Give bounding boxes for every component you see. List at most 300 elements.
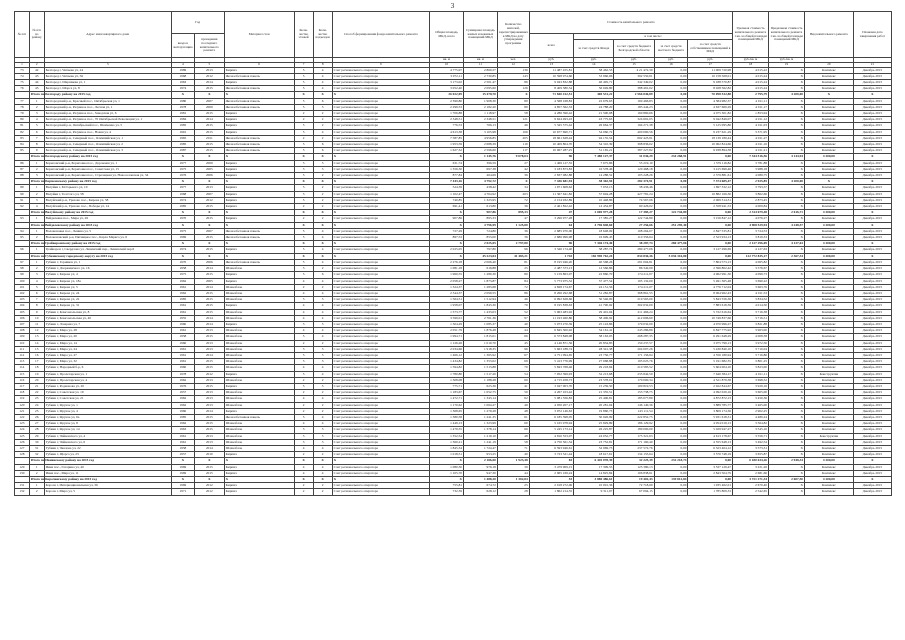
cell-address: Валуйки г, М.Горького ул, 10 — [44, 185, 171, 191]
cell-num: 113 — [15, 359, 30, 365]
cell-wall-material: X — [224, 458, 294, 464]
cell-wall-material: Шлакоблок — [224, 427, 294, 433]
cell-last-repair-year: 2015 — [195, 235, 225, 241]
cell-premises-area: 1 280,30 — [463, 272, 497, 278]
cell-entrances: 3 — [313, 321, 332, 327]
cell-cost-fund: 6 445 078,39 — [574, 458, 614, 464]
cell-last-repair-year: 2007 — [195, 228, 225, 234]
cell-district-num: 22 — [29, 390, 44, 396]
cell-cost-total: 4 056 207,17 — [529, 402, 573, 408]
cell-last-repair-year: 2015 — [195, 309, 225, 315]
cell-cost-total: 5 165 978,94 — [529, 421, 573, 427]
cell-wall-material: Шлакоблок — [224, 377, 294, 383]
cell-commissioning-year: 1960 — [171, 321, 194, 327]
cell-commissioning-year: 1960 — [171, 365, 194, 371]
cell-premises-area: 628,12 — [463, 489, 497, 495]
cell-cost-fund: 54 310,39 — [574, 142, 614, 148]
cell-unit-cost: 3 724,53 — [733, 228, 769, 234]
cell-floors: 2 — [294, 483, 313, 489]
cell-premises-area: 2 348,51 — [463, 117, 497, 123]
cell-completion-date: Декабрь 2015 — [853, 402, 891, 408]
cell-cost-local: 0,00 — [654, 191, 688, 197]
cell-wall-material: Шлакоблок — [224, 266, 294, 272]
cell-fund-method: Счет регионального оператора — [332, 464, 429, 470]
cell-entrances: 4 — [313, 328, 332, 334]
cell-residents: 25 — [497, 266, 529, 272]
cell-unit-cost: 3 556,71 — [733, 433, 769, 439]
cell-repair-type: Комплекс — [805, 98, 854, 104]
cell-max-unit-cost: 2 367,34 — [769, 253, 805, 259]
cell-completion-date: Декабрь 2015 — [853, 259, 891, 265]
cell-cost-fund: 41 790,92 — [574, 303, 614, 309]
cell-cost-total: 53 — [529, 477, 573, 483]
cell-entrances: 2 — [313, 340, 332, 346]
cell-repair-type: Комплекс — [805, 272, 854, 278]
cell-floors: X — [294, 241, 313, 247]
col-head-cost: Стоимость капитального ремонта — [529, 12, 732, 34]
cell-address: Губкин г, Кирова ул, 4 — [44, 272, 171, 278]
cell-premises-area: 1 365,92 — [463, 352, 497, 358]
cell-address: Короча г, Мира ул, 5 — [44, 489, 171, 495]
cell-cost-regional: 171 160,40 — [614, 439, 654, 445]
cell-total-area: 1 360,21 — [430, 439, 464, 445]
cell-cost-regional: 170 000,34 — [614, 377, 654, 383]
column-number-entrances: 8 — [313, 62, 332, 67]
cell-residents: 80 — [497, 272, 529, 278]
cell-repair-type: Комплекс — [805, 489, 854, 495]
unit-cell-unit-cost: руб./кв. м — [733, 58, 769, 63]
cell-cost-local: 5 036 316,80 — [654, 253, 688, 259]
cell-fund-method: Счет регионального оператора — [332, 235, 429, 241]
cell-repair-type: Комплекс — [805, 439, 854, 445]
cell-cost-fund: 56 049,80 — [574, 86, 614, 92]
cell-cost-fund: 7 033,15 — [574, 185, 614, 191]
cell-wall-material: Шлакоблок — [224, 439, 294, 445]
cell-cost-total: 47 — [529, 210, 573, 216]
cell-completion-date: Декабрь 2015 — [853, 340, 891, 346]
cell-fund-method: Счет регионального оператора — [332, 334, 429, 340]
cell-last-repair-year: 2014 — [195, 321, 225, 327]
cell-floors: 3 — [294, 191, 313, 197]
cell-district-num: 8 — [29, 142, 44, 148]
cell-cost-owners: 8 028 562,82 — [688, 86, 733, 92]
cell-wall-material: Кирпич — [224, 117, 294, 123]
cell-completion-date: Декабрь 2015 — [853, 383, 891, 389]
cell-wall-material: Кирпич — [224, 483, 294, 489]
cell-commissioning-year: 1991 — [171, 129, 194, 135]
cell-entrances: 4 — [313, 371, 332, 377]
cell-cost-fund: 38 163,05 — [574, 334, 614, 340]
cell-completion-date: Декабрь 2015 — [853, 67, 891, 73]
cell-num: 127 — [15, 445, 30, 451]
cell-cost-regional: 160 860,66 — [614, 111, 654, 117]
cell-total-area: 2 058,27 — [430, 278, 464, 284]
cell-fund-method: Счет регионального оператора — [332, 390, 429, 396]
cell-entrances: 6 — [313, 148, 332, 154]
cell-cost-local: 0,00 — [654, 135, 688, 141]
cell-cost-total: 4 857 362,33 — [529, 104, 573, 110]
cell-unit-cost: 4 014,50 — [733, 303, 769, 309]
cell-max-unit-cost: X — [769, 315, 805, 321]
cell-cost-local: 0,00 — [654, 111, 688, 117]
cell-entrances: X — [313, 253, 332, 259]
cell-address: Губкин г, Мира ул, 28 — [44, 328, 171, 334]
cell-premises-area: 2 099,55 — [463, 290, 497, 296]
cell-cost-total: 4 286 396,42 — [529, 111, 573, 117]
cell-cost-regional: 222 852,75 — [614, 414, 654, 420]
cell-commissioning-year: 1961 — [171, 439, 194, 445]
cell-repair-type: Комплекс — [805, 464, 854, 470]
column-number-cost-total: 13 — [529, 62, 573, 67]
cell-cost-total: 7 436 681,94 — [529, 179, 573, 185]
cell-repair-type: 4 200,00 — [805, 477, 854, 483]
column-number-premises-area: 11 — [463, 62, 497, 67]
cell-residents: 34 — [497, 185, 529, 191]
cell-cost-regional: 219 565,00 — [614, 297, 654, 303]
cell-premises-area: 976,18 — [463, 464, 497, 470]
cell-district-num: 4 — [29, 117, 44, 123]
cell-cost-local: 0,00 — [654, 123, 688, 129]
cell-cost-local: 0,00 — [654, 266, 688, 272]
cell-cost-regional: 186 129,92 — [614, 421, 654, 427]
cell-address: Губкин г, Кирова ул, 24 — [44, 290, 171, 296]
cell-residents: 126 — [497, 86, 529, 92]
cell-cost-regional: 174 211,07 — [614, 284, 654, 290]
cell-cost-regional: 67 094,15 — [614, 489, 654, 495]
cell-repair-type: Комплекс — [805, 483, 854, 489]
cell-entrances: 2 — [313, 452, 332, 458]
cell-fund-method: X — [332, 458, 429, 464]
cell-num: 99 — [15, 272, 30, 278]
cell-cost-local: 0,00 — [654, 98, 688, 104]
cell-cost-local: 122 744,89 — [654, 210, 688, 216]
cell-cost-owners: 3 975 799,13 — [688, 340, 733, 346]
cell-cost-local: 0,00 — [654, 340, 688, 346]
cell-repair-type: Комплекс — [805, 67, 854, 73]
cell-max-unit-cost: X — [769, 204, 805, 210]
cell-floors: 5 — [294, 247, 313, 253]
cell-unit-cost: 3 564,82 — [733, 421, 769, 427]
cell-cost-fund: 30 546,00 — [574, 297, 614, 303]
cell-unit-cost: 4 015,24 — [733, 86, 769, 92]
col-head-district-num: № п/п по району — [29, 12, 44, 58]
cell-cost-owners: 10 749 837,66 — [688, 315, 733, 321]
cell-num: 117 — [15, 383, 30, 389]
cell-premises-area: 953,25 — [463, 452, 497, 458]
cell-total-area: X — [430, 253, 464, 259]
cell-entrances: 2 — [313, 284, 332, 290]
cell-floors: 3 — [294, 439, 313, 445]
cell-repair-type: 4 200,00 — [805, 210, 854, 216]
cell-num: 91 — [15, 197, 30, 203]
cell-premises-area: 4 796,99 — [463, 222, 497, 228]
cell-cost-total: 4 751 094,65 — [529, 352, 573, 358]
cell-last-repair-year: 2015 — [195, 123, 225, 129]
cell-district-num: 1 — [29, 247, 44, 253]
cell-district-num: 28 — [29, 427, 44, 433]
cell-premises-area: 2 095,60 — [463, 86, 497, 92]
cell-wall-material: X — [224, 154, 294, 160]
cell-district-num: 44 — [29, 80, 44, 86]
cell-cost-fund: 28 341,38 — [574, 346, 614, 352]
cell-repair-type: X — [805, 92, 854, 98]
cell-district-num: 1 — [29, 228, 44, 234]
cell-unit-cost: 3 663,76 — [733, 284, 769, 290]
cell-cost-total: 4 828 174,67 — [529, 284, 573, 290]
cell-max-unit-cost: X — [769, 427, 805, 433]
cell-entrances: 3 — [313, 433, 332, 439]
cell-completion-date: Декабрь 2015 — [853, 334, 891, 340]
cell-last-repair-year: 2012 — [195, 197, 225, 203]
cell-num: 77 — [15, 98, 30, 104]
cell-cost-local: 0,00 — [654, 309, 688, 315]
cell-max-unit-cost: X — [769, 359, 805, 365]
cell-address: Губкин г, Мира ул, 32 — [44, 359, 171, 365]
cell-address: Белгородский р-н, Красный пос., Октябрьская ул, 1 — [44, 98, 171, 104]
cell-commissioning-year: 1978 — [171, 104, 194, 110]
cell-entrances: 3 — [313, 104, 332, 110]
cell-commissioning-year: X — [171, 92, 194, 98]
cell-cost-regional: 109 819,53 — [614, 383, 654, 389]
cell-premises-area: 1 188,28 — [463, 377, 497, 383]
cell-cost-local: 0,00 — [654, 359, 688, 365]
cell-district-num: Итого по Белгороду району на 2015 год — [30, 92, 91, 97]
cell-cost-regional: 398 836,02 — [614, 142, 654, 148]
cell-floors: 5 — [294, 371, 313, 377]
cell-address: Белгород г, Шорса ул, 8 — [44, 86, 171, 92]
cell-unit-cost: 3 698,32 — [733, 377, 769, 383]
cell-num: 95 — [15, 235, 30, 241]
cell-cost-regional: 17 385,27 — [614, 210, 654, 216]
cell-cost-local: 0,00 — [654, 439, 688, 445]
cell-cost-total: 2 965 169,24 — [529, 470, 573, 476]
cell-cost-owners: 1 935 462,01 — [688, 483, 733, 489]
cell-total-area: 755,81 — [430, 483, 464, 489]
cell-entrances: 4 — [313, 414, 332, 420]
cell-unit-cost: 3 655,87 — [733, 452, 769, 458]
cell-cost-local: 0,00 — [654, 383, 688, 389]
cell-residents: 80 — [497, 98, 529, 104]
table-row — [15, 489, 892, 495]
cell-cost-local: 0,00 — [654, 290, 688, 296]
cell-repair-type: Комплекс — [805, 290, 854, 296]
cell-total-area: 2 276,18 — [430, 259, 464, 265]
cell-cost-regional: 179 032,00 — [614, 321, 654, 327]
cell-repair-type: Комплекс — [805, 414, 854, 420]
cell-total-area: 732,39 — [430, 489, 464, 495]
cell-max-unit-cost: X — [769, 247, 805, 253]
cell-entrances: X — [313, 154, 332, 160]
cell-cost-fund: 3 880 486,61 — [574, 477, 614, 483]
cell-district-num: 30 — [29, 439, 44, 445]
cell-wall-material: Кирпич — [224, 166, 294, 172]
cell-completion-date: Декабрь 2015 — [853, 365, 891, 371]
cell-last-repair-year: X — [195, 222, 225, 228]
cell-max-unit-cost: X — [769, 340, 805, 346]
cell-num: 82 — [15, 129, 30, 135]
cell-cost-regional: 189 000,00 — [614, 427, 654, 433]
cell-cost-fund: 24 052,77 — [574, 433, 614, 439]
cell-premises-area: 1 918,35 — [463, 346, 497, 352]
cell-floors: 5 — [294, 235, 313, 241]
cell-residents: 70 — [497, 303, 529, 309]
cell-fund-method: Счет регионального оператора — [332, 433, 429, 439]
cell-premises-area: 1 118,97 — [463, 111, 497, 117]
cell-num: 122 — [15, 414, 30, 420]
cell-residents: 66 — [497, 427, 529, 433]
cell-wall-material: Шлакоблок — [224, 290, 294, 296]
cell-cost-regional: 143 111,54 — [614, 408, 654, 414]
cell-entrances: 6 — [313, 272, 332, 278]
cell-district-num: 3 — [29, 197, 44, 203]
cell-cost-regional: 268 287,35 — [614, 334, 654, 340]
cell-wall-material: Кирпич — [224, 303, 294, 309]
cell-repair-type: Комплекс — [805, 334, 854, 340]
cell-completion-date: Декабрь 2015 — [853, 160, 891, 166]
cell-cost-local: 0,00 — [654, 73, 688, 79]
cell-floors: 3 — [294, 266, 313, 272]
cell-repair-type: Комплекс — [805, 352, 854, 358]
cell-floors: 5 — [294, 123, 313, 129]
cell-num: 85 — [15, 148, 30, 154]
cell-address: Губкин г, Пролетарская ул, 4 — [44, 377, 171, 383]
cell-last-repair-year: 2015 — [195, 359, 225, 365]
cell-address: Губкин г, Пролетарская ул, 1 — [44, 371, 171, 377]
cell-completion-date: Декабрь 2015 — [853, 173, 891, 179]
cell-cost-local: 0,00 — [654, 390, 688, 396]
cell-repair-type: Комплекс — [805, 346, 854, 352]
cell-wall-material: Шлакоблок — [224, 396, 294, 402]
cell-address: Валуйки г, Толстого ул, 58 — [44, 191, 171, 197]
cell-address: Вейделевка пос., Мира ул, 26 — [44, 216, 171, 222]
cell-premises-area: 1 145,76 — [463, 154, 497, 160]
cell-residents: 36 — [497, 204, 529, 210]
cell-repair-type: Комплекс — [805, 135, 854, 141]
cell-completion-date: Декабрь 2015 — [853, 235, 891, 241]
cell-cost-owners: 4 962 991,30 — [688, 272, 733, 278]
cell-fund-method: Счет регионального оператора — [332, 185, 429, 191]
cell-commissioning-year: 1984 — [171, 117, 194, 123]
cell-district-num: 12 — [29, 328, 44, 334]
cell-repair-type: Комплекс — [805, 235, 854, 241]
capital-repair-table — [14, 11, 892, 496]
cell-district-num: Итого по Губкинскому городскому округу на 2015 год — [30, 253, 113, 258]
cell-repair-type: Конструктив — [805, 371, 854, 377]
cell-completion-date: Декабрь 2015 — [853, 297, 891, 303]
cell-repair-type: 4 200,00 — [805, 253, 854, 259]
cell-repair-type: Комплекс — [805, 470, 854, 476]
cell-district-num: 2 — [29, 104, 44, 110]
cell-residents: 39 — [497, 464, 529, 470]
cell-floors: 3 — [294, 185, 313, 191]
cell-fund-method: Счет регионального оператора — [332, 365, 429, 371]
cell-entrances: 4 — [313, 67, 332, 73]
cell-repair-type: 4 200,00 — [805, 154, 854, 160]
cell-cost-local: 0,00 — [654, 315, 688, 321]
cell-address: Ивня пос., Гагарина ул, 40 — [44, 464, 171, 470]
cell-floors: X — [294, 210, 313, 216]
col-head-last-repair-year: проведения последнего капитального ремонта — [195, 34, 225, 58]
cell-district-num: 9 — [29, 309, 44, 315]
cell-fund-method: Счет регионального оператора — [332, 247, 429, 253]
cell-commissioning-year: 1961 — [171, 284, 194, 290]
cell-premises-area: 1 353,02 — [463, 359, 497, 365]
cell-entrances: 4 — [313, 228, 332, 234]
cell-cost-fund: 32 213,68 — [574, 371, 614, 377]
cell-cost-regional: 183 444,23 — [614, 104, 654, 110]
cell-floors: 3 — [294, 346, 313, 352]
cell-wall-material: Шлакоблок — [224, 352, 294, 358]
cell-commissioning-year: 1985 — [171, 123, 194, 129]
cell-completion-date: Декабрь 2015 — [853, 86, 891, 92]
cell-completion-date: Декабрь 2015 — [853, 104, 891, 110]
cell-cost-regional: 72 718,69 — [614, 483, 654, 489]
cell-num: 81 — [15, 123, 30, 129]
col-head-entrances: Коли-чество подъездов — [313, 12, 332, 58]
cell-premises-area: 1 513,88 — [463, 365, 497, 371]
cell-entrances: 2 — [313, 489, 332, 495]
cell-residents: 46 — [497, 297, 529, 303]
cell-unit-cost: 3 801,25 — [733, 359, 769, 365]
cell-completion-date: X — [853, 458, 891, 464]
cell-total-area: 1 434,82 — [430, 359, 464, 365]
cell-residents: 143 — [497, 73, 529, 79]
cell-commissioning-year: X — [171, 241, 194, 247]
cell-floors: 5 — [294, 197, 313, 203]
cell-commissioning-year: 1963 — [171, 427, 194, 433]
cell-cost-owners: 5 843 556,36 — [688, 297, 733, 303]
cell-entrances: X — [313, 222, 332, 228]
column-number-last-repair-year: 5 — [195, 62, 225, 67]
cell-cost-total: 9 624 493,43 — [529, 117, 573, 123]
cell-unit-cost: 3 545,10 — [733, 427, 769, 433]
cell-commissioning-year: 1961 — [171, 352, 194, 358]
cell-completion-date: Декабрь 2015 — [853, 452, 891, 458]
cell-cost-local: 0,00 — [654, 173, 688, 179]
cell-unit-cost: 4 908 529,94 — [733, 222, 769, 228]
cell-cost-owners: 9 938 894,38 — [688, 148, 733, 154]
cell-cost-owners: 2 069 314,31 — [688, 197, 733, 203]
cell-cost-owners: 7 374 685,47 — [688, 179, 733, 185]
cell-num: 84 — [15, 142, 30, 148]
column-number-cost-owners: 17 — [688, 62, 733, 67]
cell-cost-owners: 4 613 178,67 — [688, 433, 733, 439]
cell-unit-cost: 4 015,24 — [733, 80, 769, 86]
cell-repair-type: X — [805, 179, 854, 185]
cell-commissioning-year: 1962 — [171, 278, 194, 284]
cell-premises-area: 1 283,68 — [463, 284, 497, 290]
cell-district-num: 6 — [29, 290, 44, 296]
cell-cost-total: 6 185 398,05 — [529, 414, 573, 420]
col-head-cost-regional: за счет средств бюджета Белгородской области — [614, 40, 654, 58]
cell-total-area: 1 449,13 — [430, 421, 464, 427]
cell-cost-local: 0,00 — [654, 259, 688, 265]
cell-residents: 136 — [497, 67, 529, 73]
cell-fund-method: Счет регионального оператора — [332, 160, 429, 166]
cell-fund-method: Счет регионального оператора — [332, 111, 429, 117]
cell-commissioning-year: 1957 — [171, 390, 194, 396]
cell-cost-total: 5 663 188,74 — [529, 346, 573, 352]
cell-residents: 25 — [497, 483, 529, 489]
cell-unit-cost: 2 670,40 — [733, 483, 769, 489]
cell-total-area: 1 080,30 — [430, 464, 464, 470]
cell-district-num: 23 — [29, 396, 44, 402]
cell-unit-cost: 4 011,21 — [733, 148, 769, 154]
cell-wall-material: Железобетонная панель — [224, 228, 294, 234]
cell-premises-area: 2 025,05 — [463, 241, 497, 247]
cell-last-repair-year: 2015 — [195, 111, 225, 117]
cell-total-area: 4 613,38 — [430, 129, 464, 135]
